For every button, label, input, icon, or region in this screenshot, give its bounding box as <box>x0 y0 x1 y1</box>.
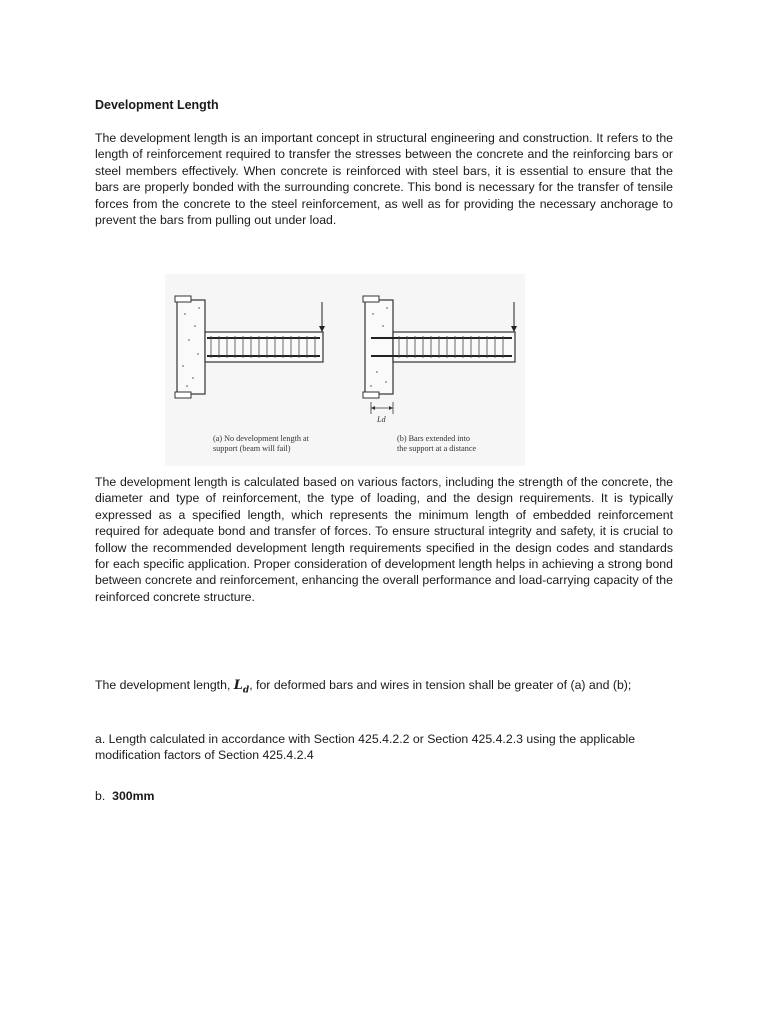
minimum-length-value: 300mm <box>112 789 155 803</box>
section-title: Development Length <box>95 98 219 112</box>
caption-a-line1: (a) No development length at <box>213 434 309 443</box>
caption-a-line2: support (beam will fail) <box>213 444 291 453</box>
ld-symbol: $L_d$ <box>233 678 250 696</box>
requirement-paragraph <box>95 676 675 701</box>
requirement-text-before: The development length, <box>95 678 234 692</box>
calculation-paragraph: The development length is calculated based on various factors, including the strength of the concrete, the diameter and type of reinforcement, the type of loading, and the design requirements. It is typically expressed as a specified length, which represents the minimum length of embedded reinforcement required for adequate bond and transfer of forces. To ensure structural integrity and safety, it is crucial to follow the recommended development length requirements specified in the design codes and standards for each specific application. Proper consideration of development length helps in achieving a strong bond between concrete and reinforcement, enhancing the overall performance and load-carrying capacity of the reinforced concrete structure. <box>95 475 673 604</box>
requirement-text-after: , for deformed bars and wires in tension shall be greater of (a) and (b); <box>249 678 632 692</box>
caption-b-line2: the support at a distance <box>397 444 477 453</box>
list-item-b: b. 300mm <box>95 789 155 803</box>
intro-paragraph: The development length is an important concept in structural engineering and construction. It refers to the length of reinforcement required to transfer the stresses between the concrete and the reinforcing bars or steel members effectively. When concrete is reinforced with steel bars, it is essential to ensure that the bars are properly bonded with the surrounding concrete. This bond is necessary for the transfer of tensile forces from the concrete to the steel reinforcement, as well as for providing the necessary anchorage to prevent the bars from pulling out under load. <box>95 131 673 228</box>
development-length-figure <box>165 274 525 466</box>
caption-b-line1: (b) Bars extended into <box>397 434 470 443</box>
list-item-a: a. Length calculated in accordance with Section 425.4.2.2 or Section 425.4.2.3 using the applicable modification factors of Section 425.4.2.4 <box>95 732 636 763</box>
ld-dimension-label: Ld <box>377 415 386 424</box>
